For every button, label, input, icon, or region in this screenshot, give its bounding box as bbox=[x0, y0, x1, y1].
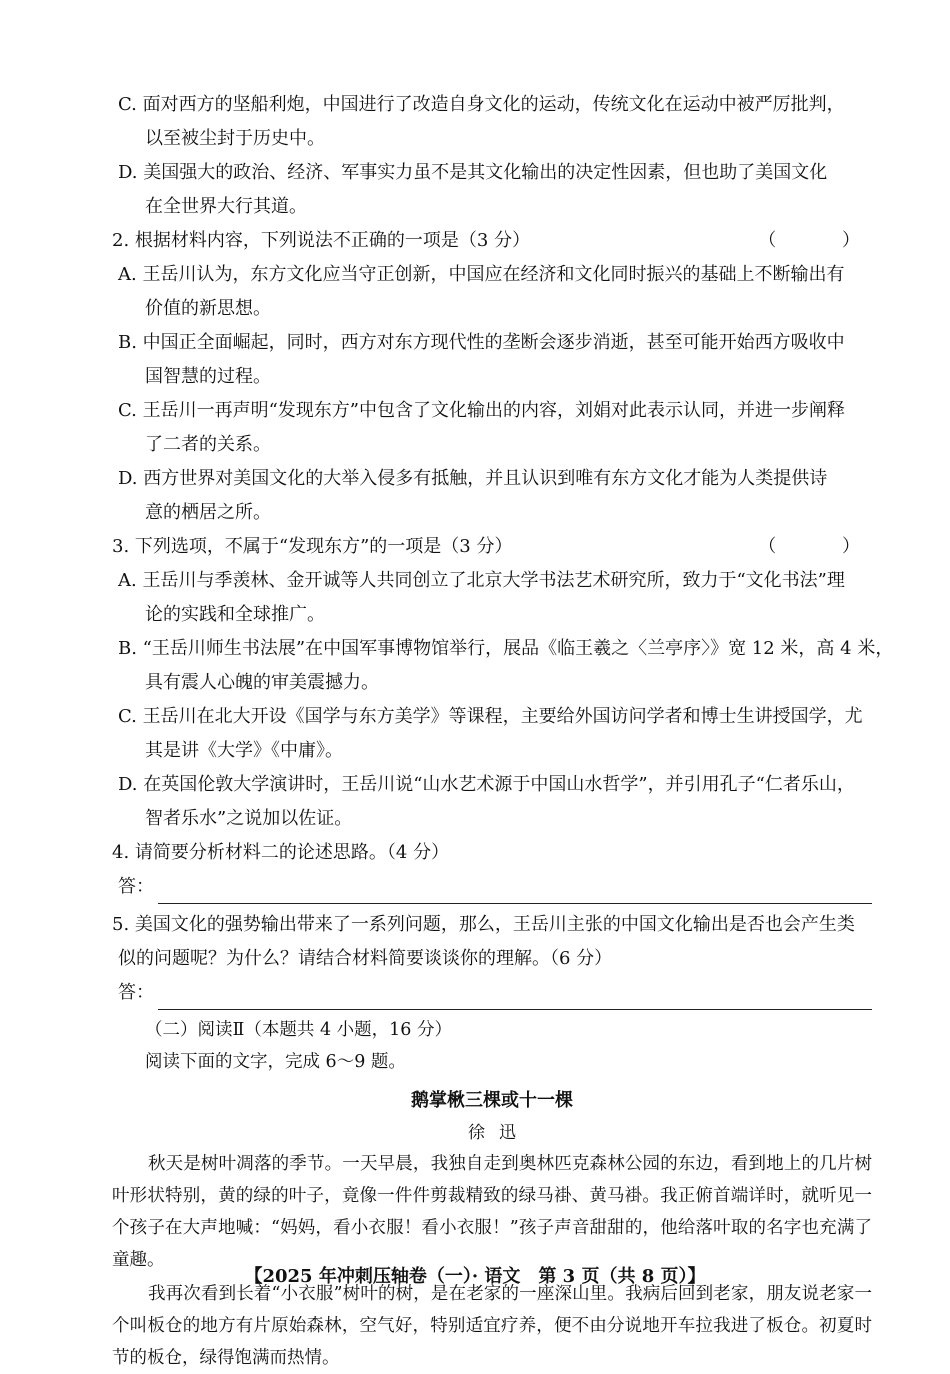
q3-option-a-cont: 论的实践和全球推广。 bbox=[145, 604, 325, 625]
q2-option-d: D. 西方世界对美国文化的大举入侵多有抵触，并且认识到唯有东方文化才能为人类提供诗 bbox=[118, 468, 828, 489]
q3-stem-row bbox=[112, 530, 890, 564]
q3-option-d-cont: 智者乐水”之说加以佐证。 bbox=[145, 808, 353, 829]
page-footer: 【2025 年冲刺压轴卷（一）· 语文 第 3 页（共 8 页）】 bbox=[244, 1266, 706, 1287]
q2-option-a-cont: 价值的新思想。 bbox=[145, 298, 271, 319]
q2-option-a: A. 王岳川认为，东方文化应当守正创新，中国应在经济和文化同时振兴的基础上不断输出有 bbox=[118, 264, 845, 285]
question-2 bbox=[112, 224, 890, 530]
q3-option-b: B. “王岳川师生书法展”在中国军事博物馆举行，展品《临王羲之〈兰亭序〉》宽 12 米，高 4 米， bbox=[118, 638, 894, 659]
q3-option-c: C. 王岳川在北大开设《国学与东方美学》等课程，主要给外国访问学者和博士生讲授国学，尤 bbox=[118, 706, 863, 727]
article-paragraph-1: 秋天是树叶凋落的季节。一天早晨，我独自走到奥林匹克森林公园的东边，看到地上的几片树叶形状特别，黄的绿的叶子，竟像一件件剪裁精致的绿马褂、黄马褂。我正俯首端详时，就听见一个孩子在大声地喊：“妈妈，看小衣服！看小衣服！”孩子声音甜甜的，他给落叶取的名字也充满了童趣。 bbox=[112, 1154, 872, 1270]
q1-option-d: D. 美国强大的政治、经济、军事实力虽不是其文化输出的决定性因素，但也助了美国文化 bbox=[118, 162, 828, 183]
q5-stem-line2: 似的问题呢？为什么？请结合材料简要谈谈你的理解。（6 分） bbox=[118, 948, 613, 969]
q2-stem-row bbox=[112, 224, 890, 258]
q3-option-b-cont: 具有震人心魄的审美震撼力。 bbox=[145, 672, 379, 693]
article-author: 徐迅 bbox=[468, 1123, 530, 1143]
q1-option-c: C. 面对西方的坚船利炮，中国进行了改造自身文化的运动，传统文化在运动中被严厉批判， bbox=[118, 94, 845, 115]
question-5 bbox=[112, 908, 872, 1010]
article-paragraph-2: 我再次看到长着“小衣服”树叶的树，是在老家的一座深山里。我病后回到老家，朋友说老家一个叫板仓的地方有片原始森林，空气好，特别适宜疗养，便不由分说地开车拉我进了板仓。初夏时节的板仓，绿得饱满而热情。 bbox=[112, 1284, 872, 1368]
question-3 bbox=[112, 530, 894, 836]
q5-stem-line1: 5. 美国文化的强势输出带来了一系列问题，那么，王岳川主张的中国文化输出是否也会产生类 bbox=[112, 914, 855, 935]
reading-section-2 bbox=[112, 1014, 872, 1078]
article-title: 鹅掌楸三棵或十一棵 bbox=[411, 1090, 573, 1111]
q3-stem: 3. 下列选项，不属于“发现东方”的一项是（3 分） bbox=[112, 536, 513, 557]
q4-answer-line[interactable] bbox=[158, 877, 872, 904]
q2-answer-paren[interactable]: （ ） bbox=[758, 230, 890, 251]
section-heading: （二）阅读Ⅱ（本题共 4 小题，16 分） bbox=[145, 1020, 452, 1040]
q5-answer-label: 答： bbox=[118, 982, 154, 1003]
q5-answer-line[interactable] bbox=[158, 983, 872, 1010]
q4-answer-label: 答： bbox=[118, 876, 154, 897]
q2-option-d-cont: 意的栖居之所。 bbox=[145, 502, 271, 523]
q3-option-a: A. 王岳川与季羡林、金开诚等人共同创立了北京大学书法艺术研究所，致力于“文化书法”理 bbox=[118, 570, 845, 591]
q3-option-c-cont: 其是讲《大学》《中庸》。 bbox=[145, 740, 343, 761]
question-4 bbox=[112, 836, 872, 904]
question-1-tail bbox=[112, 88, 872, 224]
article bbox=[112, 1084, 872, 1374]
q3-option-d: D. 在英国伦敦大学演讲时，王岳川说“山水艺术源于中国山水哲学”，并引用孔子“仁者乐山， bbox=[118, 774, 855, 795]
q2-stem: 2. 根据材料内容，下列说法不正确的一项是（3 分） bbox=[112, 230, 531, 251]
section-instruction: 阅读下面的文字，完成 6～9 题。 bbox=[145, 1052, 406, 1072]
q2-option-b: B. 中国正全面崛起，同时，西方对东方现代性的垄断会逐步消逝，甚至可能开始西方吸收中 bbox=[118, 332, 845, 353]
q4-stem: 4. 请简要分析材料二的论述思路。（4 分） bbox=[112, 842, 450, 863]
q1-option-d-cont: 在全世界大行其道。 bbox=[145, 196, 307, 217]
q3-answer-paren[interactable]: （ ） bbox=[758, 536, 890, 557]
q5-answer-row bbox=[112, 976, 872, 1010]
q2-option-b-cont: 国智慧的过程。 bbox=[145, 366, 271, 387]
q2-option-c: C. 王岳川一再声明“发现东方”中包含了文化输出的内容，刘娟对此表示认同，并进一步阐释 bbox=[118, 400, 845, 421]
q4-answer-row bbox=[112, 870, 872, 904]
q1-option-c-cont: 以至被尘封于历史中。 bbox=[145, 128, 325, 149]
q2-option-c-cont: 了二者的关系。 bbox=[145, 434, 271, 455]
